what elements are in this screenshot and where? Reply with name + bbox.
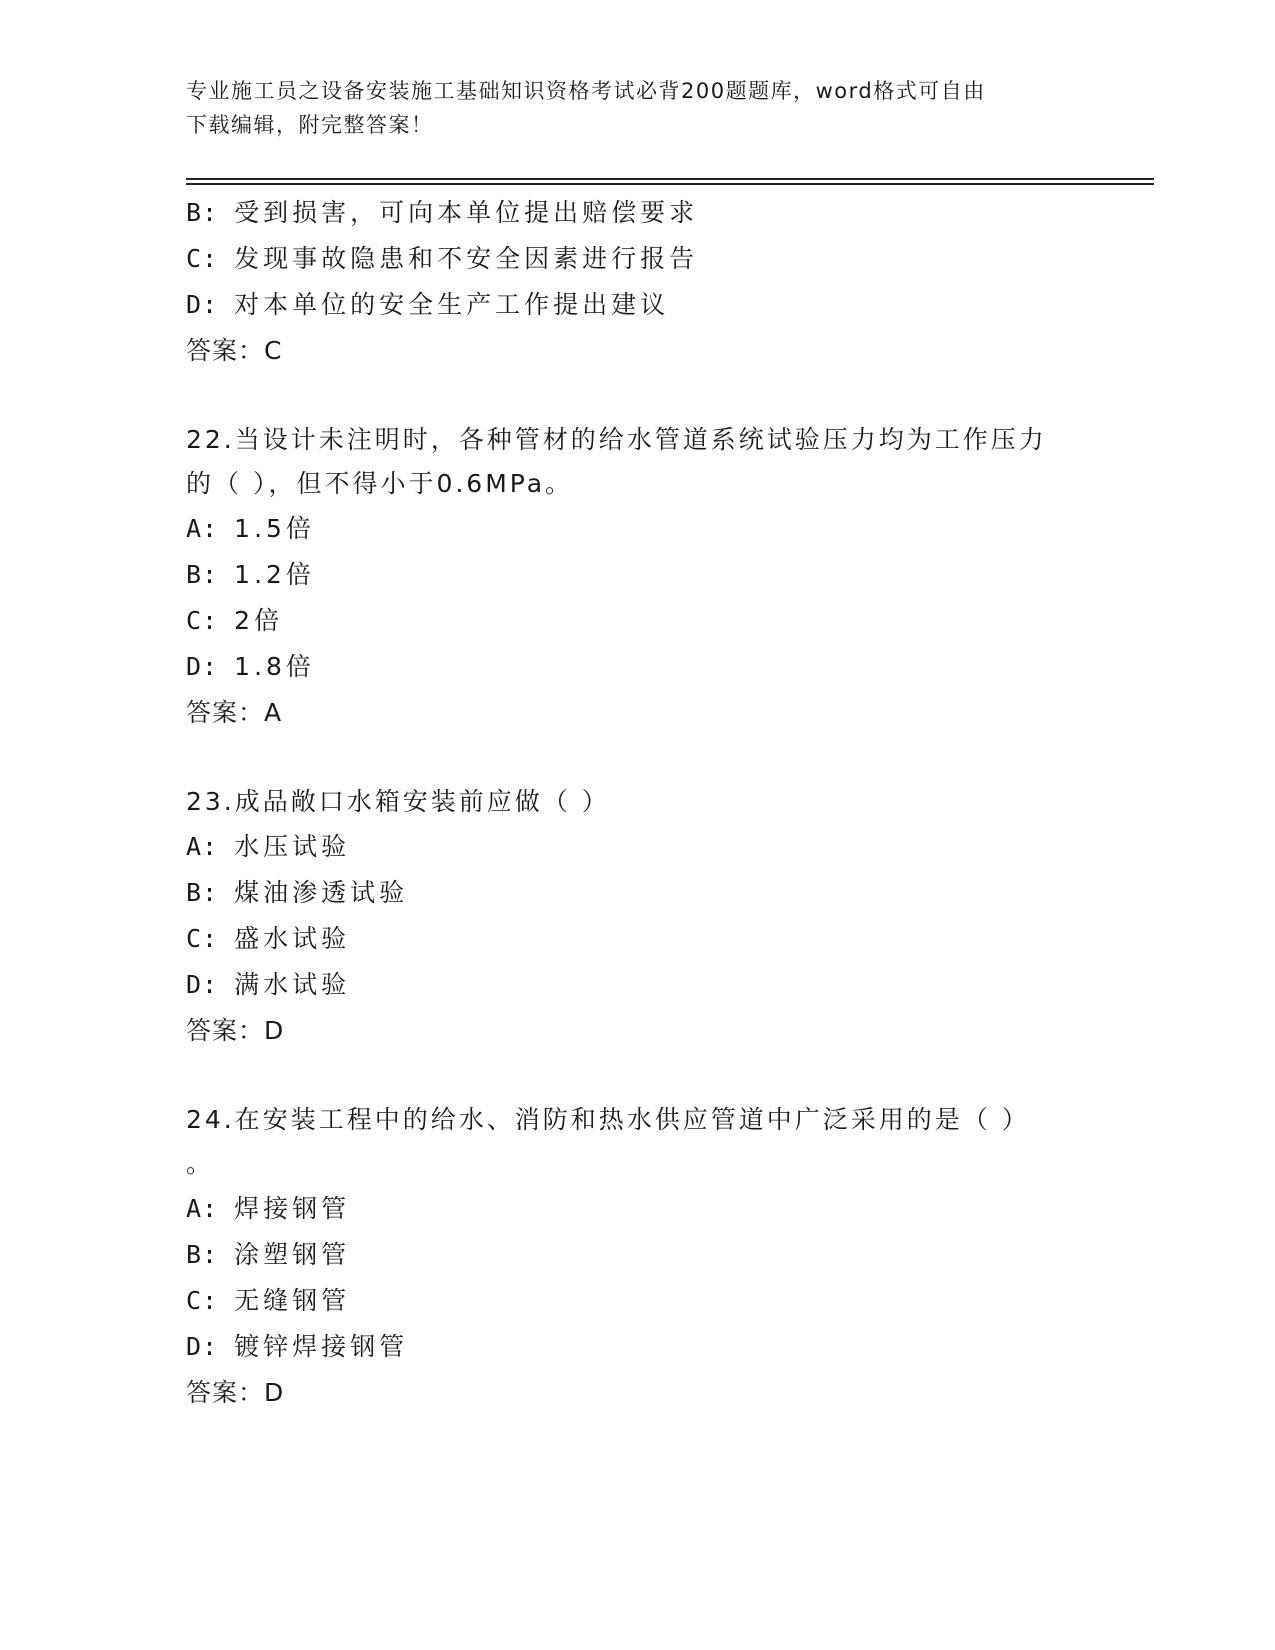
option-text: 1.5倍 [234,514,315,543]
option-b [186,1232,1086,1278]
answer-line: 答案：D [186,1016,285,1045]
option-letter: B: [186,560,219,589]
option-text: 镀锌焊接钢管 [234,1332,409,1361]
option-letter: C: [186,606,219,635]
option-c [186,236,1086,282]
header-rule-bottom [186,183,1154,185]
option-letter: D: [186,970,219,999]
option-letter: B: [186,1240,219,1269]
answer-line: 答案：A [186,698,283,727]
option-letter: B: [186,878,219,907]
question-line-1: 23.成品敞口水箱安装前应做（ ） [186,787,610,816]
question-text [186,418,1086,506]
option-text: 1.8倍 [234,652,315,681]
option-letter: D: [186,290,219,319]
question-block-prev [186,190,1086,374]
option-text: 发现事故隐患和不安全因素进行报告 [234,244,699,273]
option-c [186,1278,1086,1324]
option-text: 满水试验 [234,970,351,999]
option-d [186,1324,1086,1370]
option-letter: A: [186,514,219,543]
option-b [186,552,1086,598]
option-text: 2倍 [234,606,284,635]
option-letter: C: [186,1286,219,1315]
option-letter: A: [186,832,219,861]
question-text [186,780,1086,824]
header-line-2: 下载编辑，附完整答案！ [186,113,434,137]
option-text: 无缝钢管 [234,1286,351,1315]
option-letter: B: [186,198,219,227]
option-a [186,1186,1086,1232]
option-c [186,598,1086,644]
header-rule-top [186,178,1154,180]
option-text: 1.2倍 [234,560,315,589]
option-text: 水压试验 [234,832,351,861]
document-body [186,190,1086,1416]
document-header [186,74,1076,142]
option-letter: C: [186,924,219,953]
question-line-1: 22.当设计未注明时，各种管材的给水管道系统试验压力均为工作压力 [186,425,1047,454]
option-text: 盛水试验 [234,924,351,953]
option-a [186,506,1086,552]
option-d [186,282,1086,328]
question-text [186,1098,1086,1186]
option-c [186,916,1086,962]
option-a [186,824,1086,870]
header-line-1: 专业施工员之设备安装施工基础知识资格考试必背200题题库，word格式可自由 [186,79,986,103]
option-letter: D: [186,1332,219,1361]
answer-line: 答案：D [186,1378,285,1407]
option-d [186,962,1086,1008]
question-block-22 [186,418,1086,736]
option-b [186,190,1086,236]
option-d [186,644,1086,690]
option-letter: A: [186,1194,219,1223]
option-text: 煤油渗透试验 [234,878,409,907]
option-text: 涂塑钢管 [234,1240,351,1269]
option-b [186,870,1086,916]
answer-line: 答案：C [186,336,283,365]
option-text: 对本单位的安全生产工作提出建议 [234,290,670,319]
option-text: 受到损害，可向本单位提出赔偿要求 [234,198,699,227]
option-text: 焊接钢管 [234,1194,351,1223]
question-line-2: 的（ ），但不得小于0.6MPa。 [186,469,574,498]
question-block-23 [186,780,1086,1054]
option-letter: C: [186,244,219,273]
question-block-24 [186,1098,1086,1416]
question-line-2: 。 [186,1149,215,1178]
option-letter: D: [186,652,219,681]
question-line-1: 24.在安装工程中的给水、消防和热水供应管道中广泛采用的是（ ） [186,1105,1030,1134]
